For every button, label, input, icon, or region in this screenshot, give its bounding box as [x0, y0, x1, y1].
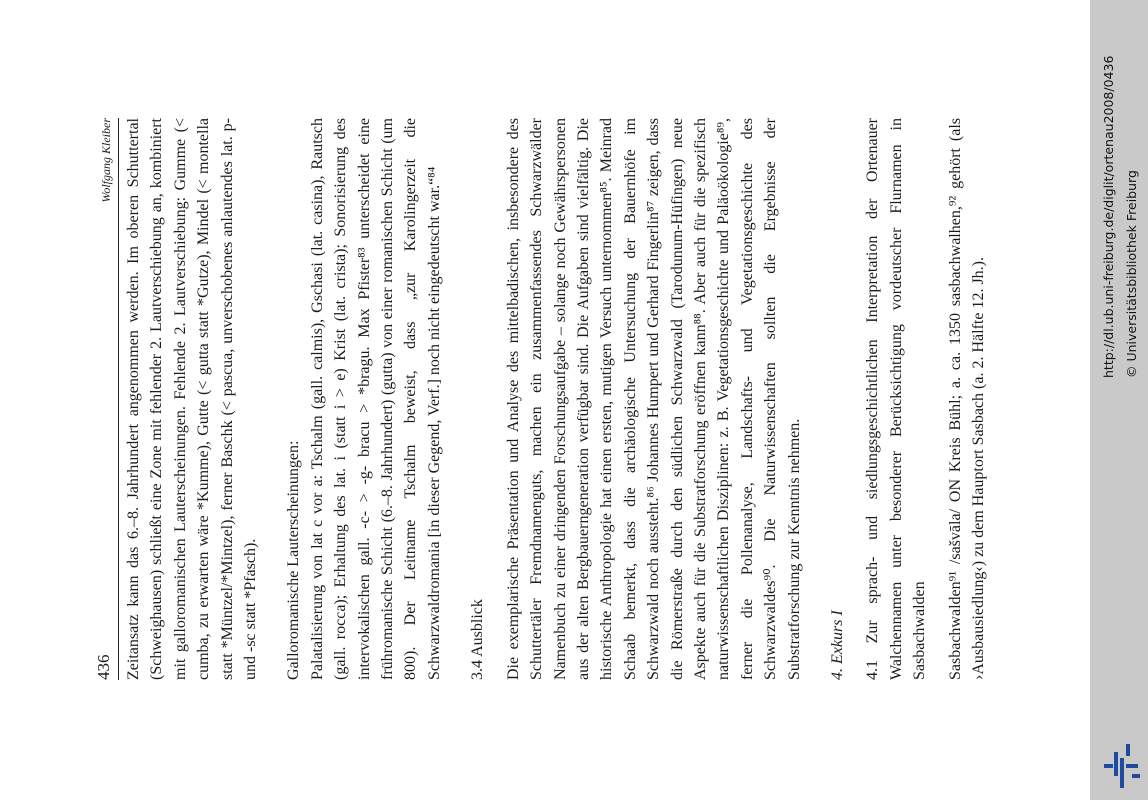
page-body [122, 118, 990, 680]
scanned-page [92, 0, 1090, 800]
running-head: Wolfgang Kleiber [99, 118, 113, 203]
subheading-galloromanisch: Galloromanische Lauterscheinungen: [285, 440, 303, 680]
permalink-url[interactable]: http://dl.ub.uni-freiburg.de/diglit/ortenau2008/0436 [1101, 55, 1116, 378]
paragraph-palatalisierung: Palatalisierung von lat c vor a: Tschalm (gall. calmis), Gschasi (lat. casina), Rautsch (gall. rocca); Erhaltung des lat. i (statt i > e) Krist (lat. crista); Sonorisierung des intervokalischen gall. -c- > -g- bracu > *bragu. Max Pfister⁸³ unterscheidet eine frühromanische Schicht (6.–8. Jahrhundert) (gutta) von einer romanischen Schicht (um 800). Der Leitname Tschalm beweist, dass „zur Karolingerzeit die Schwarzwaldromania [in dieser Gegend, Verf.] noch nicht eingedeutscht war.“⁸⁴ [308, 118, 443, 680]
paragraph-zeitansatz: Zeitansatz kann das 6.–8. Jahrhundert angenommen werden. Im oberen Schuttertal (Schweighausen) schließt eine Zone mit fehlender 2. Lautverschiebung an, kombiniert mit galloromanischen Lauterscheinungen. Fehlende 2. Lautverschiebung: Gumme (< cumba, zu erwarten wäre *Kumme), Gutte (< gutta statt *Gutze), Mindel (< montella statt *Müntzel/*Mintzel), ferner Baschk (< pascua, unverschobenes anlautendes lat. p- und -sc statt *Pfasch). [125, 118, 260, 680]
viewer-sidebar [1090, 0, 1148, 800]
ub-freiburg-logo-icon [1104, 744, 1140, 788]
section-heading-ausblick: 3.4 Ausblick [469, 599, 487, 680]
section-heading-exkurs: 4. Exkurs I [828, 610, 846, 680]
copyright-notice: © Universitätsbibliothek Freiburg [1124, 170, 1139, 378]
page-number: 436 [94, 654, 113, 680]
page-header [92, 118, 119, 680]
paragraph-sasbachwalden: Sasbachwalden⁹¹ /sašvāla/ ON Kreis Bühl; a. ca. 1350 sasbachwalhen,⁹² gehört (als ›Ausbausiedlung‹) zu dem Hauptort Sasbach (a. 2. Hälfte 12. Jh.). [946, 118, 987, 680]
paragraph-walchennamen: 4.1 Zur sprach- und siedlungsgeschichtlichen Interpretation der Ortenauer Walchennamen unter besonderer Berücksichtigung vordeutscher Flurnamen in Sasbachwalden [864, 118, 929, 680]
paragraph-ausblick: Die exemplarische Präsentation und Analyse des mittelbadischen, insbesondere des Schuttertäler Fremdnamenguts, machen ein zusammenfassendes Schwarzwälder Namenbuch zu einer dringenden Forschungsaufgabe – solange noch Gewährspersonen aus der alten Bergbauerngeneration verfügbar sind. Die Aufgaben sind vielfältig. Die historische Anthropologie hat einen ersten, mutigen Versuch unternommen⁸⁵. Meinrad Schaab bemerkt, dass die archäologische Untersuchung der Bauernhöfe im Schwarzwald noch aussteht.⁸⁶ Johannes Humpert und Gerhard Fingerlin⁸⁷ zeigen, dass die Römerstraße durch den südlichen Schwarzwald (Tarodunum-Hüfingen) neue Aspekte auch für die Substratforschung eröffnen kann⁸⁸. Aber auch für die spezifisch naturwissenschaftlichen Disziplinen: z. B. Vegetationsgeschichte und Paläoökologie⁸⁹, ferner die Pollenanalyse, Landschafts- und Vegetationsgeschichte des Schwarzwaldes⁹⁰. Die Naturwissenschaften sollten die Ergebnisse der Substratforschung zur Kenntnis nehmen. [504, 118, 803, 680]
